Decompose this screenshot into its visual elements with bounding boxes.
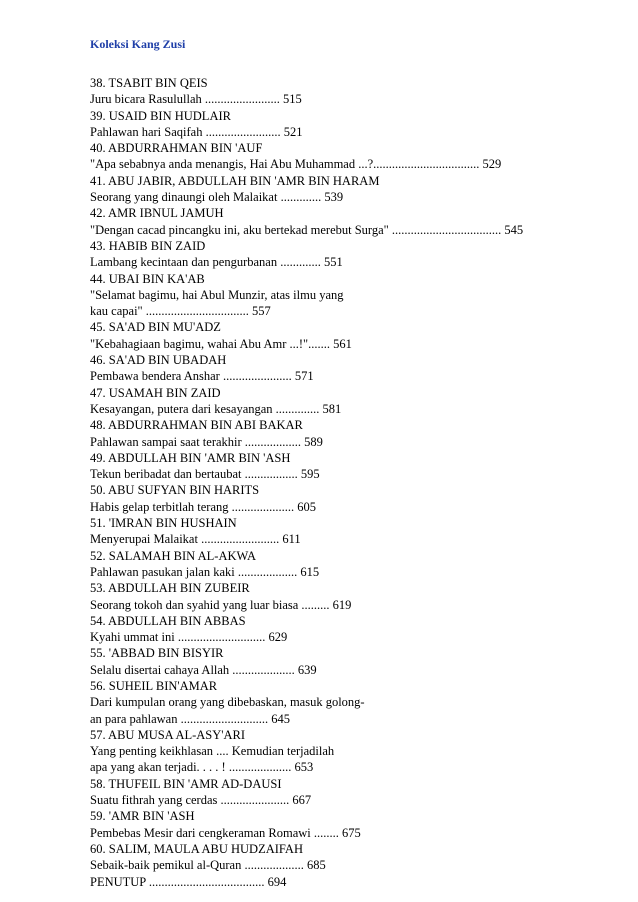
toc-line: "Dengan cacad pincangku ini, aku bertekad merebut Surga" ................................... 545: [90, 222, 524, 237]
toc-line: 47. USAMAH BIN ZAID: [90, 385, 221, 400]
toc-line: Pahlawan hari Saqifah ........................ 521: [90, 124, 303, 139]
toc-line: Suatu fithrah yang cerdas ...................... 667: [90, 793, 312, 808]
toc-line: "Kebahagiaan bagimu, wahai Abu Amr ...!"....... 561: [90, 336, 352, 351]
toc-line: 51. 'IMRAN BIN HUSHAIN: [90, 516, 237, 531]
toc-line: 43. HABIB BIN ZAID: [90, 238, 206, 253]
toc-line: 54. ABDULLAH BIN ABBAS: [90, 613, 246, 628]
toc-line: PENUTUP ..................................... 694: [90, 874, 287, 889]
toc-line: Seorang tokoh dan syahid yang luar biasa ......... 619: [90, 597, 352, 612]
toc-line: 39. USAID BIN HUDLAIR: [90, 108, 231, 123]
toc-line: 42. AMR IBNUL JAMUH: [90, 206, 224, 221]
toc-line: Seorang yang dinaungi oleh Malaikat ............. 539: [90, 190, 344, 205]
toc-line: Sebaik-baik pemikul al-Quran ................... 685: [90, 858, 326, 873]
toc-line: 58. THUFEIL BIN 'AMR AD-DAUSI: [90, 776, 282, 791]
toc-line: 45. SA'AD BIN MU'ADZ: [90, 320, 221, 335]
toc-line: 46. SA'AD BIN UBADAH: [90, 353, 227, 368]
page-header: Koleksi Kang Zusi: [90, 37, 186, 51]
toc-line: 41. ABU JABIR, ABDULLAH BIN 'AMR BIN HARAM: [90, 173, 380, 188]
toc-line: 49. ABDULLAH BIN 'AMR BIN 'ASH: [90, 450, 291, 465]
toc-line: Selalu disertai cahaya Allah .................... 639: [90, 662, 317, 677]
toc-line: Kyahi ummat ini ............................ 629: [90, 630, 288, 645]
toc-line: 60. SALIM, MAULA ABU HUDZAIFAH: [90, 841, 303, 856]
toc-line: 40. ABDURRAHMAN BIN 'AUF: [90, 141, 263, 156]
toc-line: Pahlawan pasukan jalan kaki ................... 615: [90, 564, 320, 579]
toc-line: 48. ABDURRAHMAN BIN ABI BAKAR: [90, 418, 303, 433]
toc-line: 53. ABDULLAH BIN ZUBEIR: [90, 581, 250, 596]
toc-line: 38. TSABIT BIN QEIS: [90, 76, 208, 90]
table-of-contents: [90, 75, 610, 890]
toc-line: 56. SUHEIL BIN'AMAR: [90, 678, 218, 693]
toc-line: Kesayangan, putera dari kesayangan .............. 581: [90, 401, 342, 416]
toc-line: apa yang akan terjadi. . . . ! .................... 653: [90, 760, 314, 775]
toc-line: 52. SALAMAH BIN AL-AKWA: [90, 548, 256, 563]
toc-line: kau capai" ................................. 557: [90, 304, 271, 319]
toc-line: Lambang kecintaan dan pengurbanan ............. 551: [90, 255, 343, 270]
toc-line: Dari kumpulan orang yang dibebaskan, masuk golong-: [90, 695, 365, 710]
toc-line: 50. ABU SUFYAN BIN HARITS: [90, 483, 260, 498]
toc-line: 55. 'ABBAD BIN BISYIR: [90, 646, 224, 661]
toc-line: 57. ABU MUSA AL-ASY'ARI: [90, 727, 246, 742]
toc-line: Tekun beribadat dan bertaubat ................. 595: [90, 467, 320, 482]
toc-line: 59. 'AMR BIN 'ASH: [90, 809, 195, 824]
toc-line: an para pahlawan ............................ 645: [90, 711, 290, 726]
toc-line: Pahlawan sampai saat terakhir .................. 589: [90, 434, 323, 449]
toc-line: Menyerupai Malaikat ......................... 611: [90, 532, 301, 547]
toc-line: 44. UBAI BIN KA'AB: [90, 271, 205, 286]
toc-line: "Selamat bagimu, hai Abul Munzir, atas ilmu yang: [90, 287, 344, 302]
toc-line: Habis gelap terbitlah terang .................... 605: [90, 499, 316, 514]
toc-line: Pembebas Mesir dari cengkeraman Romawi ........ 675: [90, 825, 361, 840]
toc-line: "Apa sebabnya anda menangis, Hai Abu Muhammad ...?.................................. 529: [90, 157, 502, 172]
toc-line: Pembawa bendera Anshar ...................... 571: [90, 369, 314, 384]
toc-line: Yang penting keikhlasan .... Kemudian terjadilah: [90, 744, 335, 759]
toc-line: Juru bicara Rasulullah ........................ 515: [90, 92, 302, 107]
